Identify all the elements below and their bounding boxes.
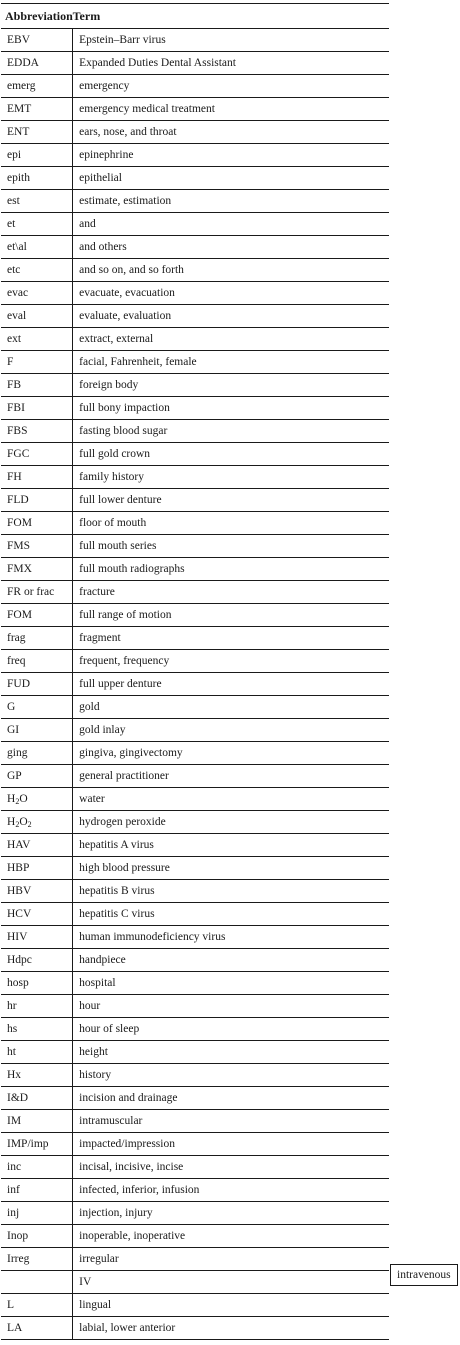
table-row [1, 604, 389, 627]
table-row [1, 98, 389, 121]
abbreviation-cell: Hdpc [1, 949, 73, 972]
term-cell: epinephrine [73, 144, 389, 167]
table-row [1, 834, 389, 857]
term-cell: foreign body [73, 374, 389, 397]
term-cell: full mouth radiographs [73, 558, 389, 581]
table-row [1, 1248, 389, 1271]
table-row [1, 696, 389, 719]
abbreviation-cell: IM [1, 1110, 73, 1133]
abbreviation-cell: evac [1, 282, 73, 305]
abbreviation-cell: Inop [1, 1225, 73, 1248]
table-row [1, 880, 389, 903]
header-abbreviation: Abbreviation [1, 4, 73, 29]
abbreviation-cell: epith [1, 167, 73, 190]
abbreviation-cell: et\al [1, 236, 73, 259]
abbreviation-cell: $H_2O_2$ [1, 811, 73, 834]
abbreviation-cell: epi [1, 144, 73, 167]
table-row [1, 949, 389, 972]
abbreviation-cell: HBV [1, 880, 73, 903]
abbreviation-cell: inf [1, 1179, 73, 1202]
table-row [1, 1156, 389, 1179]
abbreviation-cell: HBP [1, 857, 73, 880]
abbreviation-cell: FMX [1, 558, 73, 581]
abbreviation-cell: $H_2O$ [1, 788, 73, 811]
term-cell: and others [73, 236, 389, 259]
table-row [1, 374, 389, 397]
table-row [1, 443, 389, 466]
term-cell: emergency medical treatment [73, 98, 389, 121]
abbreviation-cell: emerg [1, 75, 73, 98]
term-cell: fragment [73, 627, 389, 650]
term-cell: history [73, 1064, 389, 1087]
term-cell: full mouth series [73, 535, 389, 558]
table-row [1, 995, 389, 1018]
table-row [1, 144, 389, 167]
abbreviation-cell: ging [1, 742, 73, 765]
table-row [1, 213, 389, 236]
term-cell: lingual [73, 1294, 389, 1317]
term-cell: floor of mouth [73, 512, 389, 535]
abbreviation-cell: etc [1, 259, 73, 282]
term-cell: IV [73, 1271, 389, 1294]
table-row [1, 765, 389, 788]
term-cell: hepatitis B virus [73, 880, 389, 903]
table-row [1, 811, 389, 834]
table-row [1, 1202, 389, 1225]
term-cell: evaluate, evaluation [73, 305, 389, 328]
table-row [1, 489, 389, 512]
term-cell: gold [73, 696, 389, 719]
abbreviation-cell: HAV [1, 834, 73, 857]
table-body [1, 29, 389, 1340]
abbreviation-cell: EMT [1, 98, 73, 121]
term-cell: and so on, and so forth [73, 259, 389, 282]
table-row [1, 351, 389, 374]
abbreviation-cell: FLD [1, 489, 73, 512]
term-cell: intramuscular [73, 1110, 389, 1133]
abbreviation-cell: FH [1, 466, 73, 489]
abbreviation-cell: eval [1, 305, 73, 328]
table-row [1, 1271, 389, 1294]
table-row [1, 282, 389, 305]
abbreviation-cell: EDDA [1, 52, 73, 75]
term-cell: incision and drainage [73, 1087, 389, 1110]
abbreviation-cell: LA [1, 1317, 73, 1340]
term-cell: fracture [73, 581, 389, 604]
abbreviation-cell: freq [1, 650, 73, 673]
table-row [1, 972, 389, 995]
term-cell: extract, external [73, 328, 389, 351]
table-row [1, 627, 389, 650]
abbreviation-cell: FBS [1, 420, 73, 443]
table-row [1, 52, 389, 75]
term-cell: fasting blood sugar [73, 420, 389, 443]
term-cell: estimate, estimation [73, 190, 389, 213]
table-row [1, 558, 389, 581]
table-row [1, 397, 389, 420]
abbreviation-cell: HCV [1, 903, 73, 926]
table-header-row [1, 4, 389, 29]
abbreviation-cell: FMS [1, 535, 73, 558]
term-cell: labial, lower anterior [73, 1317, 389, 1340]
table-row [1, 903, 389, 926]
table-row [1, 1110, 389, 1133]
term-cell: facial, Fahrenheit, female [73, 351, 389, 374]
abbreviation-table [1, 3, 389, 1340]
term-cell: evacuate, evacuation [73, 282, 389, 305]
table-row [1, 1133, 389, 1156]
abbreviation-cell: hosp [1, 972, 73, 995]
term-cell: hepatitis A virus [73, 834, 389, 857]
table-row [1, 121, 389, 144]
abbreviation-cell: frag [1, 627, 73, 650]
abbreviation-cell: hr [1, 995, 73, 1018]
abbreviation-cell: FGC [1, 443, 73, 466]
table-row [1, 1087, 389, 1110]
abbreviation-cell: GP [1, 765, 73, 788]
term-cell: full gold crown [73, 443, 389, 466]
table-row [1, 167, 389, 190]
abbreviation-cell: F [1, 351, 73, 374]
table-row [1, 75, 389, 98]
table-row [1, 236, 389, 259]
term-cell: incisal, incisive, incise [73, 1156, 389, 1179]
abbreviation-cell [1, 1271, 73, 1294]
table-row [1, 190, 389, 213]
term-cell: water [73, 788, 389, 811]
table-row [1, 1041, 389, 1064]
table-row [1, 926, 389, 949]
term-cell: full upper denture [73, 673, 389, 696]
term-cell: hydrogen peroxide [73, 811, 389, 834]
header-term: Term [73, 4, 389, 29]
abbreviation-cell: ext [1, 328, 73, 351]
table-row [1, 512, 389, 535]
term-cell: hour of sleep [73, 1018, 389, 1041]
term-cell: Epstein–Barr virus [73, 29, 389, 52]
abbreviation-cell: inj [1, 1202, 73, 1225]
abbreviation-cell: ENT [1, 121, 73, 144]
term-cell: and [73, 213, 389, 236]
abbreviation-cell: FUD [1, 673, 73, 696]
abbreviation-cell: ht [1, 1041, 73, 1064]
term-cell: ears, nose, and throat [73, 121, 389, 144]
term-cell: hepatitis C virus [73, 903, 389, 926]
term-cell: infected, inferior, infusion [73, 1179, 389, 1202]
table-row [1, 673, 389, 696]
term-cell: human immunodeficiency virus [73, 926, 389, 949]
abbreviation-cell: EBV [1, 29, 73, 52]
table-row [1, 719, 389, 742]
table-row [1, 29, 389, 52]
table-row [1, 1294, 389, 1317]
table-row [1, 466, 389, 489]
table-row [1, 1317, 389, 1340]
term-cell: gingiva, gingivectomy [73, 742, 389, 765]
term-cell: family history [73, 466, 389, 489]
table-row [1, 535, 389, 558]
term-cell: gold inlay [73, 719, 389, 742]
abbreviation-cell: G [1, 696, 73, 719]
term-cell: frequent, frequency [73, 650, 389, 673]
term-cell: full range of motion [73, 604, 389, 627]
abbreviation-cell: IMP/imp [1, 1133, 73, 1156]
term-cell: injection, injury [73, 1202, 389, 1225]
abbreviation-cell: GI [1, 719, 73, 742]
abbreviation-cell: L [1, 1294, 73, 1317]
abbreviation-cell: I&D [1, 1087, 73, 1110]
table-row [1, 857, 389, 880]
abbreviation-cell: FOM [1, 604, 73, 627]
table-row [1, 259, 389, 282]
term-cell: emergency [73, 75, 389, 98]
abbreviation-cell: HIV [1, 926, 73, 949]
term-cell: hour [73, 995, 389, 1018]
abbreviation-cell: Hx [1, 1064, 73, 1087]
term-cell: high blood pressure [73, 857, 389, 880]
abbreviation-cell: Irreg [1, 1248, 73, 1271]
table-row [1, 1179, 389, 1202]
table-row [1, 420, 389, 443]
abbreviation-cell: hs [1, 1018, 73, 1041]
abbreviation-cell: FR or frac [1, 581, 73, 604]
table-row [1, 581, 389, 604]
abbreviation-cell: FOM [1, 512, 73, 535]
abbreviation-cell: FBI [1, 397, 73, 420]
table-row [1, 650, 389, 673]
table-row [1, 1064, 389, 1087]
table-row [1, 742, 389, 765]
abbreviation-cell: est [1, 190, 73, 213]
term-cell: Expanded Duties Dental Assistant [73, 52, 389, 75]
table-row [1, 1018, 389, 1041]
abbreviation-cell: inc [1, 1156, 73, 1179]
table-row [1, 328, 389, 351]
table-row [1, 305, 389, 328]
abbreviation-cell: FB [1, 374, 73, 397]
term-cell: hospital [73, 972, 389, 995]
iv-overflow-cell: intravenous [390, 1264, 458, 1286]
abbreviation-cell: et [1, 213, 73, 236]
term-cell: full lower denture [73, 489, 389, 512]
term-cell: irregular [73, 1248, 389, 1271]
term-cell: epithelial [73, 167, 389, 190]
term-cell: general practitioner [73, 765, 389, 788]
term-cell: full bony impaction [73, 397, 389, 420]
term-cell: inoperable, inoperative [73, 1225, 389, 1248]
table-row [1, 788, 389, 811]
term-cell: height [73, 1041, 389, 1064]
term-cell: impacted/impression [73, 1133, 389, 1156]
table-row [1, 1225, 389, 1248]
term-cell: handpiece [73, 949, 389, 972]
